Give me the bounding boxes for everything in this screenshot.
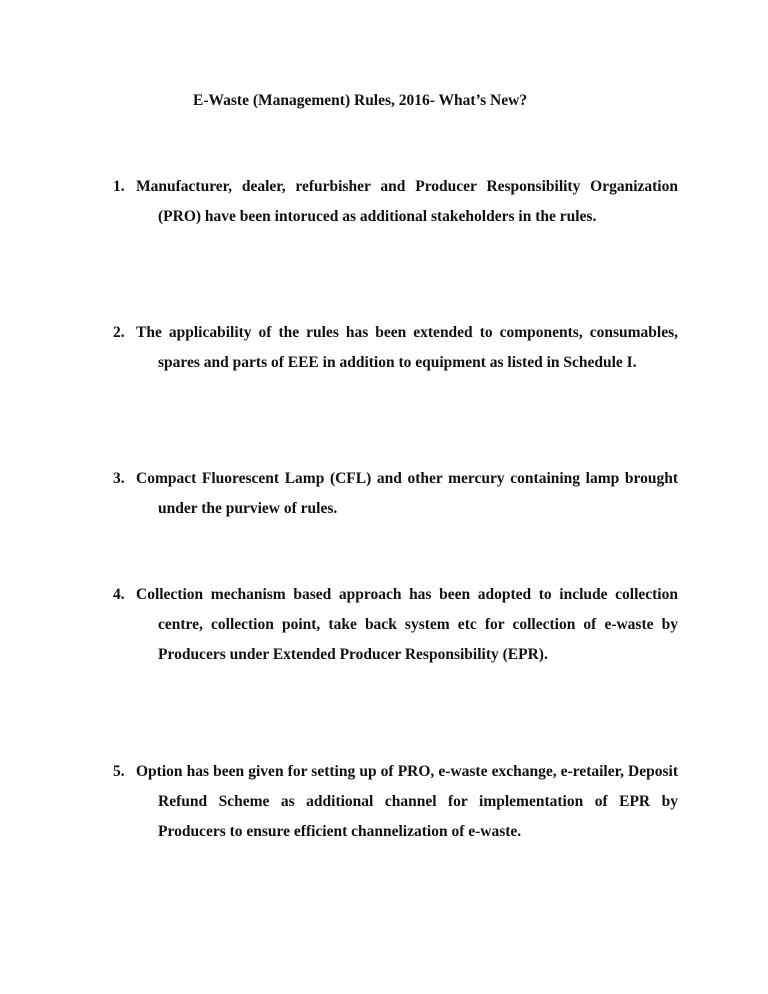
list-item-3 xyxy=(113,464,678,524)
item-number: 5. xyxy=(113,763,125,780)
item-number: 2. xyxy=(113,324,125,341)
document-title: E-Waste (Management) Rules, 2016- What’s New? xyxy=(193,92,528,109)
item-text: Collection mechanism based approach has been adopted to include collection centre, collection point, take back system etc for collection of e-waste by Producers under Extended Producer Responsibility (EPR). xyxy=(136,586,678,664)
item-text: Option has been given for setting up of PRO, e-waste exchange, e-retailer, Deposit Refund Scheme as additional channel for implementation of EPR by Producers to ensure efficient channelization of e-waste. xyxy=(136,763,678,841)
list-item-2 xyxy=(113,318,678,378)
list-item-1 xyxy=(113,172,678,232)
item-text: The applicability of the rules has been extended to components, consumables, spares and parts of EEE in addition to equipment as listed in Schedule I. xyxy=(136,324,678,372)
item-number: 1. xyxy=(113,178,125,195)
item-number: 3. xyxy=(113,470,125,487)
item-number: 4. xyxy=(113,586,125,603)
item-text: Compact Fluorescent Lamp (CFL) and other mercury containing lamp brought under the purview of rules. xyxy=(136,470,678,518)
list-item-4 xyxy=(113,580,678,671)
item-text: Manufacturer, dealer, refurbisher and Producer Responsibility Organization (PRO) have been intoruced as additional stakeholders in the rules. xyxy=(136,178,678,226)
list-item-5 xyxy=(113,757,678,848)
